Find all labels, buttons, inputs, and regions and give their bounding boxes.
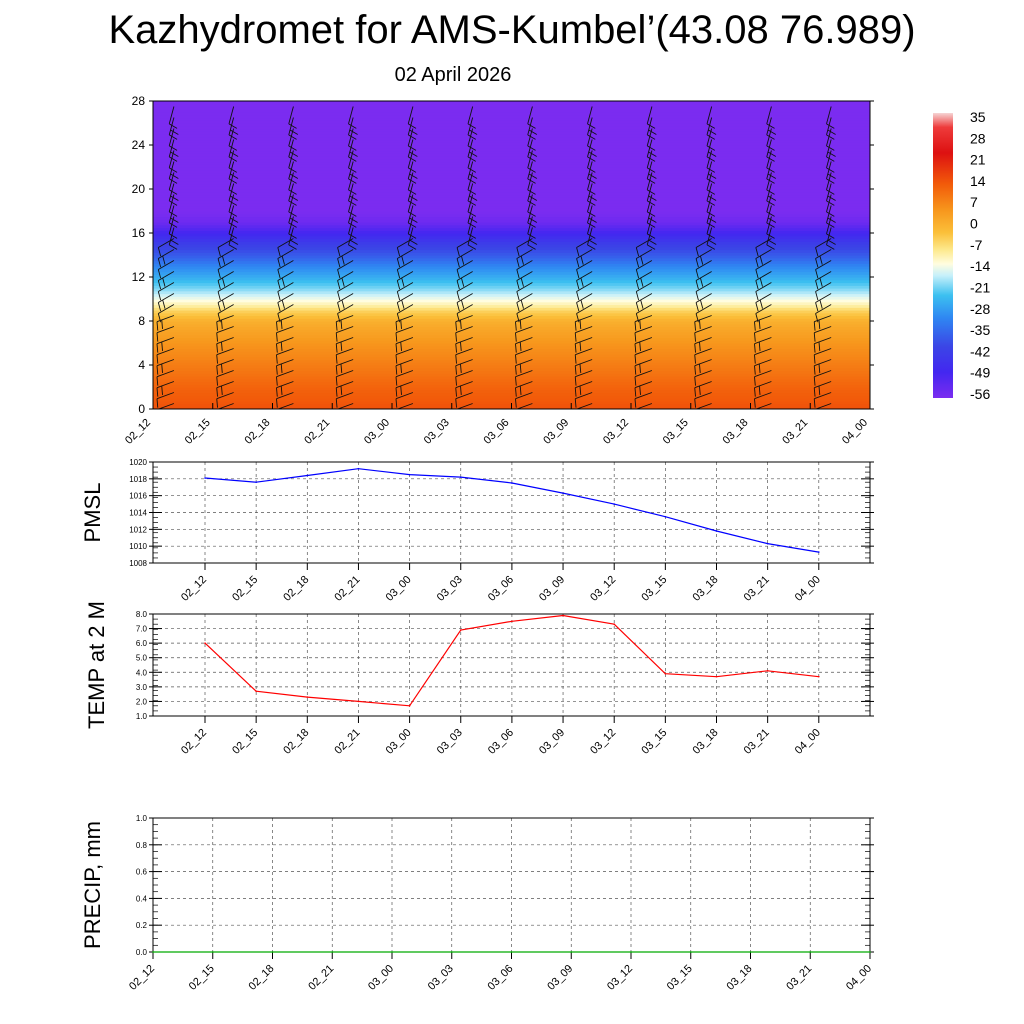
heatmap-xtick-label: 02_12 (123, 416, 154, 447)
xtick-label: 04_00 (792, 573, 823, 604)
data-point (409, 705, 411, 707)
ytick-label: 0.2 (135, 921, 147, 931)
xtick-label: 03_03 (434, 726, 465, 757)
xtick-label: 02_12 (127, 962, 158, 993)
data-point (204, 477, 206, 479)
colorbar-label: -35 (970, 322, 991, 339)
data-point (630, 951, 632, 953)
heatmap-ytick-label: 16 (131, 226, 145, 240)
data-point (358, 701, 360, 703)
xtick-label: 04_00 (844, 962, 875, 993)
wind-barb (886, 140, 895, 162)
xtick-label: 02_15 (186, 962, 217, 993)
ytick-label: 1.0 (135, 814, 147, 823)
colorbar-label: 35 (970, 109, 986, 125)
wind-barb (886, 151, 894, 173)
data-point (358, 468, 360, 470)
data-point (460, 629, 462, 631)
heatmap-ytick-label: 28 (131, 94, 145, 108)
xtick-label: 02_15 (230, 726, 261, 757)
wind-barb (874, 360, 891, 375)
colorbar-label: -56 (970, 386, 991, 402)
data-point (665, 673, 667, 675)
wind-barb (875, 305, 891, 323)
data-point (409, 474, 411, 476)
colorbar-label: 21 (970, 151, 986, 168)
xtick-label: 03_15 (639, 573, 670, 604)
colorbar (933, 109, 990, 402)
colorbar-label: -21 (970, 279, 991, 296)
wind-barb (874, 349, 891, 364)
wind-barb (874, 404, 891, 419)
xtick-label: 03_21 (741, 726, 772, 757)
ytick-label: 0.0 (135, 948, 147, 957)
temp-panel (84, 601, 874, 757)
data-point (255, 690, 257, 692)
xtick-label: 03_15 (639, 726, 670, 757)
panel-frame (153, 462, 870, 563)
data-point (818, 551, 820, 553)
heatmap-xtick-label: 02_15 (182, 416, 213, 447)
data-point (391, 951, 393, 953)
heatmap-xtick-label: 02_18 (242, 416, 273, 447)
data-point (152, 951, 154, 953)
xtick-label: 03_09 (537, 573, 568, 604)
data-point (809, 951, 811, 953)
wind-barb (886, 195, 894, 217)
wind-barb (875, 250, 891, 268)
xtick-label: 03_12 (605, 962, 636, 993)
colorbar-label: -14 (970, 258, 991, 275)
y-axis-label: PRECIP, mm (80, 821, 105, 949)
ytick-label: 1.0 (135, 712, 147, 721)
heatmap-xtick-label: 03_21 (780, 416, 811, 447)
xtick-label: 03_06 (485, 962, 516, 993)
wind-barb (886, 118, 895, 140)
xtick-label: 03_09 (537, 726, 568, 757)
ytick-label: 1016 (129, 491, 147, 501)
data-point (331, 951, 333, 953)
xtick-label: 02_12 (179, 726, 210, 757)
ytick-label: 1008 (129, 559, 147, 568)
wind-barb (874, 338, 891, 353)
heatmap-xtick-label: 04_00 (840, 416, 871, 447)
xtick-label: 04_00 (792, 726, 823, 757)
heatmap-xtick-label: 03_03 (421, 416, 452, 447)
data-point (562, 492, 564, 494)
data-point (511, 620, 513, 622)
xtick-label: 03_12 (588, 573, 619, 604)
data-point (665, 516, 667, 518)
data-point (204, 642, 206, 644)
data-point (613, 503, 615, 505)
colorbar-label: 14 (970, 172, 986, 189)
wind-barb (886, 184, 895, 206)
data-point (511, 482, 513, 484)
wind-barb (874, 371, 891, 386)
xtick-label: 03_12 (588, 726, 619, 757)
ytick-label: 1020 (129, 458, 147, 467)
xtick-label: 03_21 (784, 962, 815, 993)
xtick-label: 02_18 (246, 962, 277, 993)
wind-barb (886, 162, 895, 184)
data-point (212, 951, 214, 953)
wind-barb (886, 228, 895, 250)
data-point (869, 951, 871, 953)
heatmap-ytick-label: 20 (131, 182, 145, 196)
data-point (272, 951, 274, 953)
heatmap-panel (123, 94, 895, 447)
ytick-label: 8.0 (135, 610, 147, 619)
data-point (255, 481, 257, 483)
ytick-label: 0.4 (135, 894, 147, 904)
xtick-label: 03_18 (724, 962, 755, 993)
page-subtitle: 02 April 2026 (394, 64, 512, 86)
wind-barb (875, 283, 891, 301)
heatmap-field (153, 101, 870, 410)
data-point (750, 951, 752, 953)
page-title: Kazhydromet for AMS-Kumbel’(43.08 76.989) (108, 8, 916, 52)
ytick-label: 1018 (129, 474, 147, 484)
wind-barb (875, 261, 891, 279)
xtick-label: 02_21 (306, 962, 337, 993)
xtick-label: 02_21 (332, 726, 363, 757)
heatmap-xtick-label: 03_06 (481, 416, 512, 447)
heatmap-xtick-label: 03_12 (601, 416, 632, 447)
data-point (307, 696, 309, 698)
colorbar-label: 7 (970, 194, 978, 211)
xtick-label: 03_00 (383, 726, 414, 757)
xtick-label: 02_12 (179, 573, 210, 604)
xtick-label: 03_21 (741, 573, 772, 604)
heatmap-xtick-label: 03_15 (660, 416, 691, 447)
ytick-label: 4.0 (135, 668, 147, 678)
ytick-label: 1012 (129, 525, 147, 535)
xtick-label: 03_18 (690, 726, 721, 757)
data-point (767, 543, 769, 545)
heatmap-ytick-label: 12 (131, 270, 145, 284)
wind-barb (874, 327, 891, 342)
ytick-label: 5.0 (135, 653, 147, 663)
wind-barb (886, 206, 895, 228)
colorbar-label: 0 (970, 215, 978, 232)
xtick-label: 02_18 (281, 726, 312, 757)
colorbar-label: -28 (970, 300, 991, 317)
data-point (818, 676, 820, 678)
wind-barb (874, 382, 891, 397)
ytick-label: 2.0 (135, 697, 147, 707)
data-point (460, 476, 462, 478)
xtick-label: 03_03 (434, 573, 465, 604)
ytick-label: 6.0 (135, 639, 147, 649)
xtick-label: 02_15 (230, 573, 261, 604)
xtick-label: 03_06 (485, 573, 517, 604)
panel-frame (153, 614, 870, 716)
xtick-label: 03_18 (690, 573, 721, 604)
data-point (562, 615, 564, 617)
data-point (767, 670, 769, 672)
data-point (511, 951, 513, 953)
y-axis-label: TEMP at 2 M (84, 601, 109, 729)
ytick-label: 3.0 (135, 682, 147, 692)
pmsl-panel (80, 458, 874, 604)
heatmap-xtick-label: 03_00 (362, 416, 393, 447)
xtick-label: 02_18 (281, 573, 312, 604)
xtick-label: 03_00 (366, 962, 397, 993)
xtick-label: 03_09 (545, 962, 576, 993)
heatmap-band (153, 101, 870, 104)
xtick-label: 03_06 (485, 726, 517, 757)
heatmap-ytick-label: 24 (131, 138, 145, 152)
wind-barb (875, 272, 891, 290)
heatmap-ytick-label: 4 (138, 358, 145, 372)
ytick-label: 7.0 (135, 624, 147, 634)
heatmap-xtick-label: 03_09 (541, 416, 572, 447)
wind-barb (875, 294, 891, 312)
ytick-label: 1014 (129, 508, 147, 518)
wind-barb (886, 129, 894, 151)
wind-barb (886, 107, 894, 129)
data-point (451, 951, 453, 953)
precip-panel (80, 814, 874, 993)
heatmap-ytick-label: 8 (138, 314, 145, 328)
xtick-label: 03_00 (383, 573, 414, 604)
heatmap-xtick-label: 03_18 (720, 416, 751, 447)
ytick-label: 0.8 (135, 840, 147, 850)
heatmap-xtick-label: 02_21 (302, 416, 333, 447)
colorbar-label: 28 (970, 130, 986, 147)
ytick-label: 1010 (129, 542, 147, 552)
wind-barb (874, 316, 891, 331)
colorbar-label: -42 (970, 343, 991, 360)
y-axis-label: PMSL (80, 482, 105, 543)
data-point (716, 676, 718, 678)
ytick-label: 0.6 (135, 867, 147, 877)
xtick-label: 03_03 (425, 962, 456, 993)
colorbar-label: -7 (970, 236, 983, 253)
heatmap-ytick-label: 0 (138, 402, 145, 416)
xtick-label: 02_21 (332, 573, 363, 604)
data-point (613, 623, 615, 625)
wind-barb (886, 173, 894, 195)
wind-barb (886, 217, 894, 239)
colorbar-label: -49 (970, 364, 991, 381)
data-point (716, 530, 718, 532)
wind-barb (874, 393, 891, 408)
wind-barb (875, 239, 891, 257)
data-point (307, 475, 309, 477)
data-point (570, 951, 572, 953)
xtick-label: 03_15 (664, 962, 695, 993)
data-point (690, 951, 692, 953)
colorbar-ramp (933, 113, 953, 398)
